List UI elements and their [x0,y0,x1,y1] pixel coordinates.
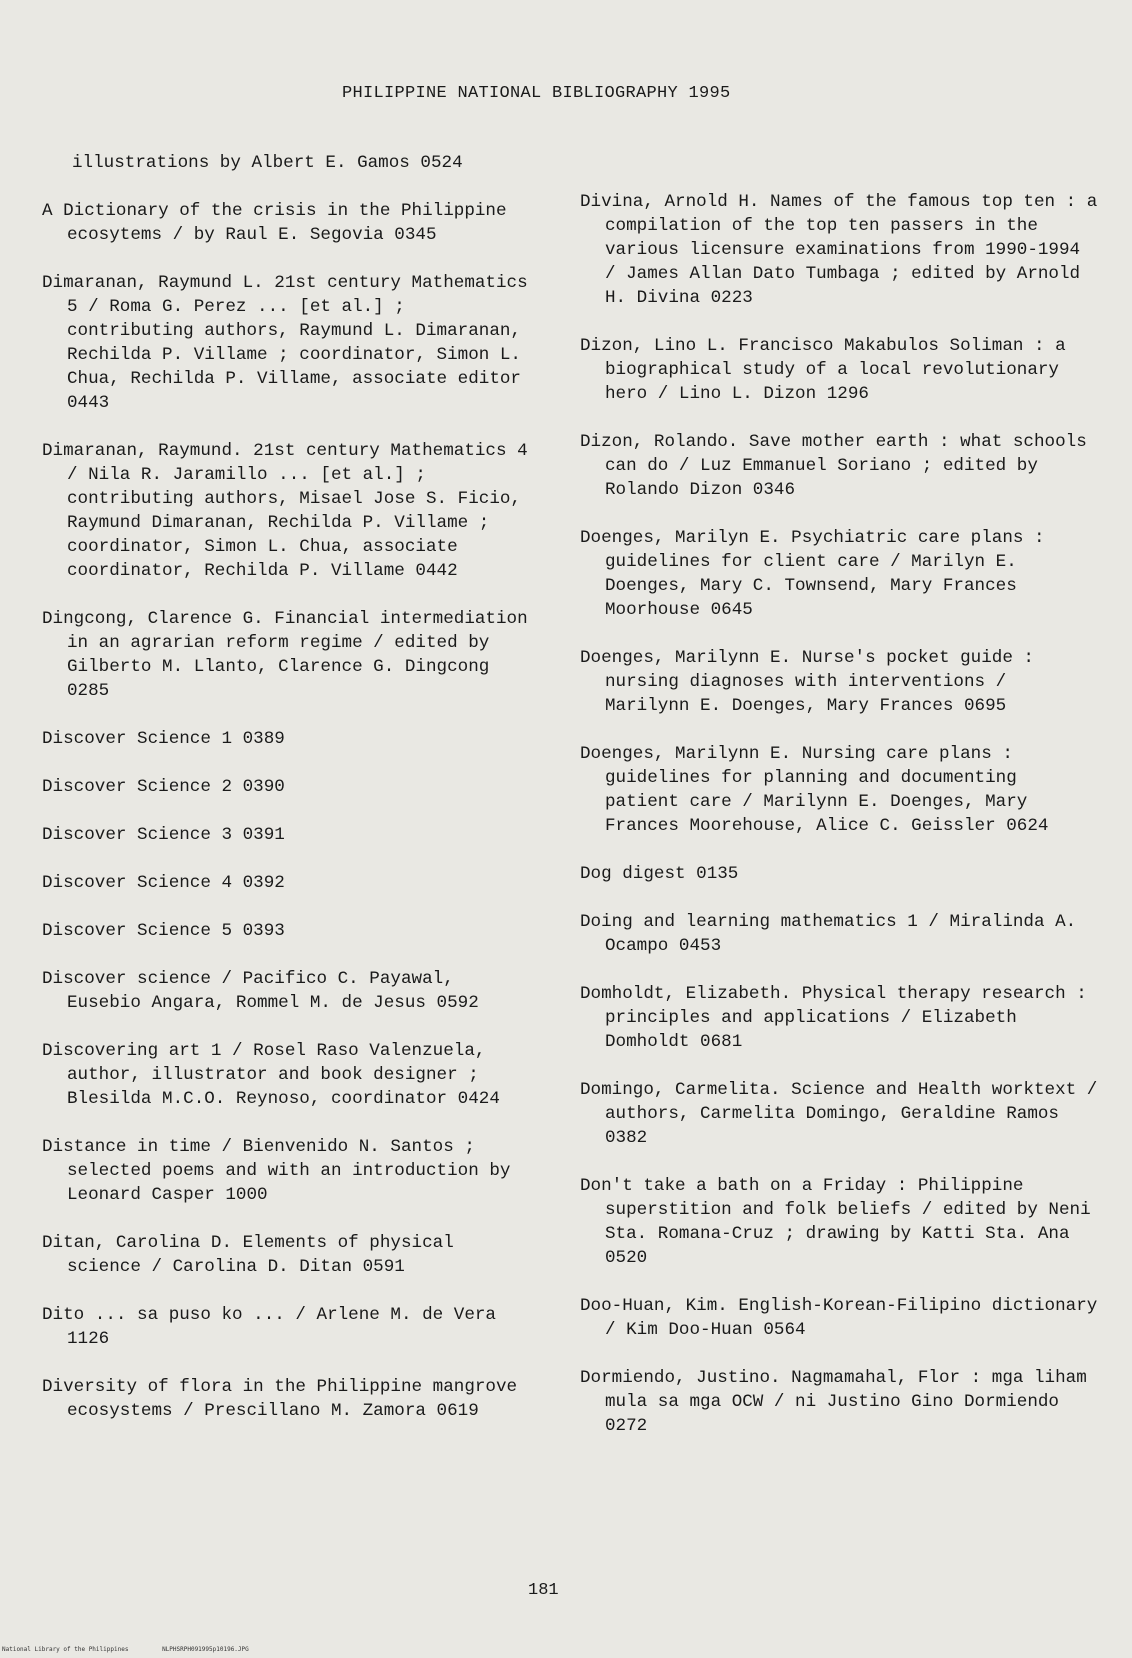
bibliography-entry: Discover Science 2 0390 [42,777,285,797]
footer-file: NLPHSRPH091995p10196.JPG [162,1646,249,1653]
bibliography-entry: Domingo, Carmelita. Science and Health worktext / authors, Carmelita Domingo, Geraldine Ramos 0382 [580,1080,1108,1148]
bibliography-entry: Doenges, Marilynn E. Nurse's pocket guide : nursing diagnoses with interventions / Marilynn E. Doenges, Mary Frances 0695 [580,648,1045,716]
bibliography-entry: Doo-Huan, Kim. English-Korean-Filipino dictionary / Kim Doo-Huan 0564 [580,1296,1108,1340]
bibliography-entry: Dizon, Rolando. Save mother earth : what schools can do / Luz Emmanuel Soriano ; edited by Rolando Dizon 0346 [580,432,1098,500]
page-number: 181 [528,1581,559,1600]
bibliography-entry: Doenges, Marilyn E. Psychiatric care plans : guidelines for client care / Marilyn E. Doenges, Mary C. Townsend, Mary Frances Moorhouse 0645 [580,528,1056,620]
bibliography-entry: Dimaranan, Raymund L. 21st century Mathematics 5 / Roma G. Perez ... [et al.] ; contributing authors, Raymund L. Dimaranan, Rechilda P. Villame ; coordinator, Simon L. Chua, Rechilda P. Villame, associate editor 0443 [42,273,539,413]
bibliography-entry: Discovering art 1 / Rosel Raso Valenzuela, author, illustrator and book designer ; Blesilda M.C.O. Reynoso, coordinator 0424 [42,1041,500,1109]
bibliography-entry: Dormiendo, Justino. Nagmamahal, Flor : mga liham mula sa mga OCW / ni Justino Gino Dormiendo 0272 [580,1368,1098,1436]
bibliography-entry: A Dictionary of the crisis in the Philippine ecosytems / by Raul E. Segovia 0345 [42,201,518,245]
bibliography-entry: Dito ... sa puso ko ... / Arlene M. de Vera 1126 [42,1305,507,1349]
continuation-entry: illustrations by Albert E. Gamos 0524 [72,153,463,173]
bibliography-entry: Dog digest 0135 [580,864,739,884]
bibliography-entry: Domholdt, Elizabeth. Physical therapy research : principles and applications / Elizabeth Domholdt 0681 [580,984,1098,1052]
bibliography-entry: Diversity of flora in the Philippine mangrove ecosystems / Prescillano M. Zamora 0619 [42,1377,528,1421]
scan-footer [2,1646,279,1654]
bibliography-entry: Doing and learning mathematics 1 / Miralinda A. Ocampo 0453 [580,912,1087,956]
bibliography-entry: Distance in time / Bienvenido N. Santos ; selected poems and with an introduction by Leonard Casper 1000 [42,1137,521,1205]
bibliography-entry: Dizon, Lino L. Francisco Makabulos Soliman : a biographical study of a local revolutionary hero / Lino L. Dizon 1296 [580,336,1077,404]
right-column [580,190,1108,1462]
bibliography-entry: Doenges, Marilynn E. Nursing care plans : guidelines for planning and documenting patient care / Marilynn E. Doenges, Mary Frances Moorehouse, Alice C. Geissler 0624 [580,744,1049,836]
bibliography-entry: Discover Science 4 0392 [42,873,285,893]
bibliography-entry: Divina, Arnold H. Names of the famous top ten : a compilation of the top ten passers in the various licensure examinations from 1990-1994 / James Allan Dato Tumbaga ; edited by Arnold H. Divina 0223 [580,192,1108,308]
bibliography-entry: Discover Science 3 0391 [42,825,285,845]
left-column [42,151,539,1447]
bibliography-entry: Dimaranan, Raymund. 21st century Mathematics 4 / Nila R. Jaramillo ... [et al.] ; contributing authors, Misael Jose S. Ficio, Raymund Dimaranan, Rechilda P. Villame ; coordinator, Simon L. Chua, associate coordinator, Rechilda P. Villame 0442 [42,441,539,581]
bibliography-entry: Discover Science 1 0389 [42,729,285,749]
bibliography-entry: Discover Science 5 0393 [42,921,285,941]
bibliography-entry: Dingcong, Clarence G. Financial intermediation in an agrarian reform regime / edited by Gilberto M. Llanto, Clarence G. Dingcong 0285 [42,609,539,701]
bibliography-entry: Discover science / Pacifico C. Payawal, Eusebio Angara, Rommel M. de Jesus 0592 [42,969,479,1013]
footer-library: National Library of the Philippines [2,1646,129,1653]
bibliography-entry: Ditan, Carolina D. Elements of physical science / Carolina D. Ditan 0591 [42,1233,465,1277]
bibliography-entry: Don't take a bath on a Friday : Philippine superstition and folk beliefs / edited by Neni Sta. Romana-Cruz ; drawing by Katti Sta. Ana 0520 [580,1176,1102,1268]
page-header: PHILIPPINE NATIONAL BIBLIOGRAPHY 1995 [342,84,731,103]
